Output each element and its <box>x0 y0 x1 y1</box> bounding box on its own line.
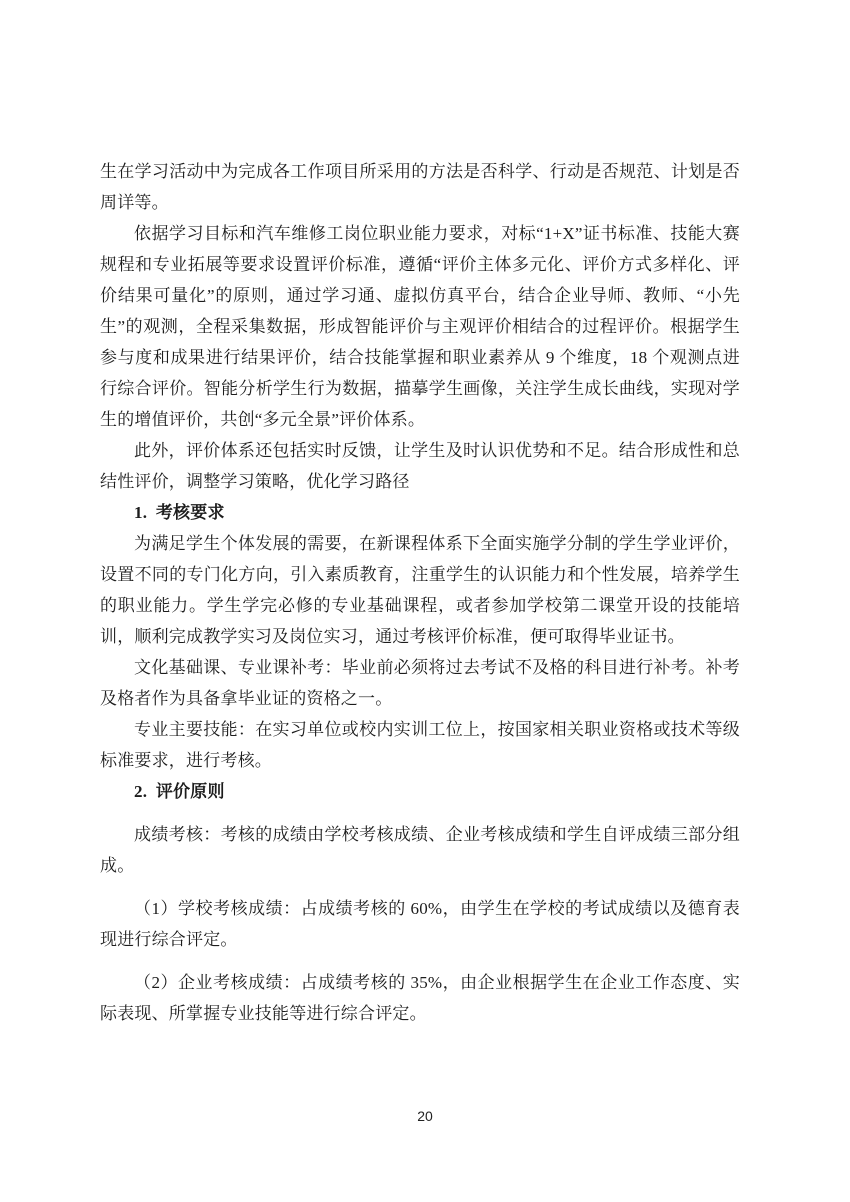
paragraph: 此外，评价体系还包括实时反馈，让学生及时认识优势和不足。结合形成性和总结性评价，调整学习策略，优化学习路径 <box>100 441 740 491</box>
document-body <box>100 156 740 1029</box>
paragraph: 生在学习活动中为完成各工作项目所采用的方法是否科学、行动是否规范、计划是否周详等。 <box>100 162 740 212</box>
paragraph: （1）学校考核成绩：占成绩考核的 60%，由学生在学校的考试成绩以及德育表现进行综合评定。 <box>100 899 740 949</box>
page-footer <box>0 1108 850 1124</box>
section-heading: 2. 评价原则 <box>134 782 225 801</box>
section-heading: 1. 考核要求 <box>134 503 225 522</box>
paragraph: 文化基础课、专业课补考：毕业前必须将过去考试不及格的科目进行补考。补考及格者作为具备拿毕业证的资格之一。 <box>100 658 740 708</box>
paragraph: （2）企业考核成绩：占成绩考核的 35%，由企业根据学生在企业工作态度、实际表现、所掌握专业技能等进行综合评定。 <box>100 973 740 1023</box>
paragraph: 依据学习目标和汽车维修工岗位职业能力要求，对标“1+X”证书标准、技能大赛规程和专业拓展等要求设置评价标准，遵循“评价主体多元化、评价方式多样化、评价结果可量化”的原则，通过学习通、虚拟仿真平台，结合企业导师、教师、“小先生”的观测，全程采集数据，形成智能评价与主观评价相结合的过程评价。根据学生参与度和成果进行结果评价，结合技能掌握和职业素养从 9 个维度，18 个观测点进行综合评价。智能分析学生行为数据，描摹学生画像，关注学生成长曲线，实现对学生的增值评价，共创“多元全景”评价体系。 <box>100 224 740 429</box>
page-number: 20 <box>417 1108 433 1124</box>
paragraph: 为满足学生个体发展的需要，在新课程体系下全面实施学分制的学生学业评价，设置不同的专门化方向，引入素质教育，注重学生的认识能力和个性发展，培养学生的职业能力。学生学完必修的专业基础课程，或者参加学校第二课堂开设的技能培训，顺利完成教学实习及岗位实习，通过考核评价标准，便可取得毕业证书。 <box>100 534 740 646</box>
paragraph: 专业主要技能：在实习单位或校内实训工位上，按国家相关职业资格或技术等级标准要求，进行考核。 <box>100 720 740 770</box>
paragraph: 成绩考核：考核的成绩由学校考核成绩、企业考核成绩和学生自评成绩三部分组成。 <box>100 825 740 875</box>
